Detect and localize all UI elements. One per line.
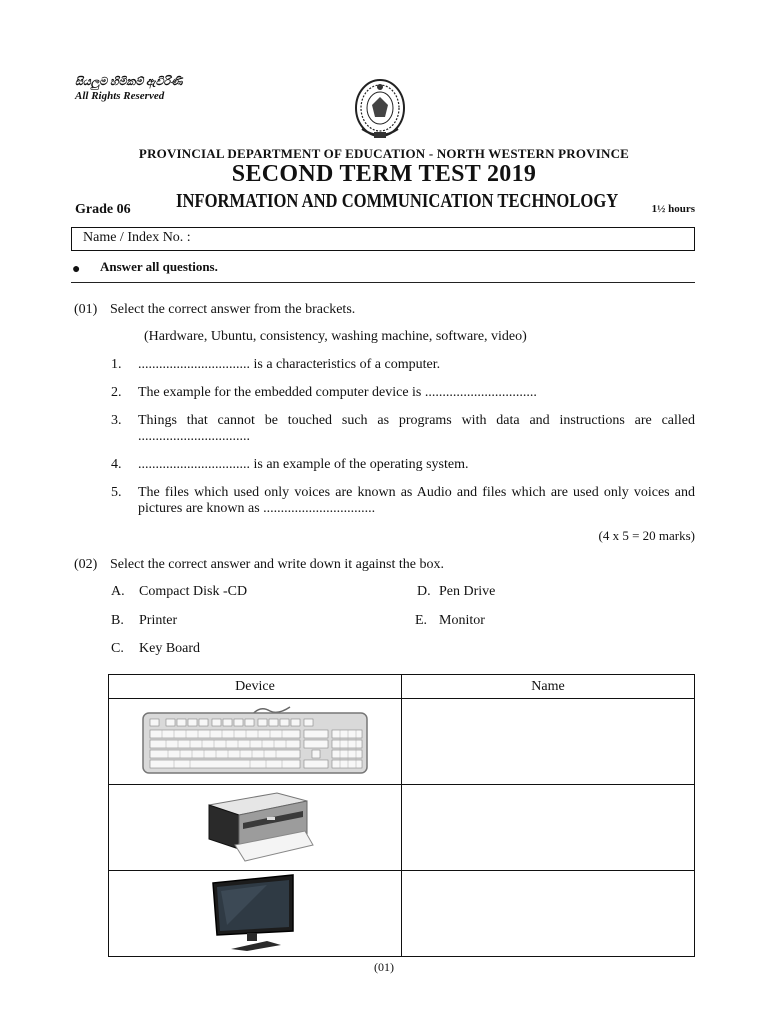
department-heading: PROVINCIAL DEPARTMENT OF EDUCATION - NORTH WESTERN PROVINCE bbox=[138, 146, 630, 161]
question-1-prompt: Select the correct answer from the brackets. bbox=[110, 302, 356, 317]
item-number: 5. bbox=[111, 485, 122, 500]
page-number: (01) bbox=[374, 960, 394, 974]
name-column-header: Name bbox=[402, 675, 695, 699]
table-header-row bbox=[109, 675, 695, 699]
choice-b bbox=[111, 613, 177, 629]
item-number: 2. bbox=[111, 385, 122, 400]
choice-a bbox=[111, 584, 247, 600]
choice-label: Monitor bbox=[439, 613, 485, 628]
item-text: The files which used only voices are known as Audio and files which are used only voices and pictures are known as ................................ bbox=[138, 485, 695, 516]
item-number: 4. bbox=[111, 457, 122, 472]
choice-key: E. bbox=[415, 613, 428, 628]
name-answer-cell[interactable] bbox=[402, 785, 695, 871]
choice-e bbox=[415, 613, 485, 629]
subject-title: INFORMATION AND COMMUNICATION TECHNOLOGY bbox=[176, 190, 619, 212]
question-2-number: (02) bbox=[74, 557, 98, 572]
divider bbox=[71, 282, 695, 283]
name-answer-cell[interactable] bbox=[402, 699, 695, 785]
question-2-prompt: Select the correct answer and write down it against the box. bbox=[110, 557, 444, 572]
choice-key: B. bbox=[111, 613, 124, 628]
table-row bbox=[109, 871, 695, 957]
bullet-icon: ● bbox=[72, 262, 81, 277]
keyboard-image bbox=[140, 703, 370, 775]
choice-key: A. bbox=[111, 584, 125, 599]
copyright-sinhala: සියලුම හිමිකම් ඇවිරිණි bbox=[75, 76, 183, 88]
name-answer-cell[interactable] bbox=[402, 871, 695, 957]
table-row bbox=[109, 699, 695, 785]
choice-key: C. bbox=[111, 641, 124, 656]
item-number: 3. bbox=[111, 413, 122, 428]
copyright-english: All Rights Reserved bbox=[75, 90, 165, 102]
device-cell bbox=[109, 785, 402, 871]
choice-label: Compact Disk -CD bbox=[139, 584, 248, 599]
government-emblem bbox=[352, 77, 408, 143]
item-text: ................................ is an example of the operating system. bbox=[138, 457, 469, 472]
item-text: The example for the embedded computer device is ................................ bbox=[138, 385, 537, 400]
duration-label: 1½ hours bbox=[651, 203, 695, 215]
copyright-notice bbox=[75, 75, 182, 103]
printer-image bbox=[195, 787, 315, 863]
choice-label: Pen Drive bbox=[439, 584, 496, 599]
choice-d bbox=[417, 584, 495, 600]
monitor-image bbox=[207, 871, 303, 951]
device-table bbox=[108, 674, 695, 957]
choice-c bbox=[111, 641, 200, 657]
item-text: ................................ is a characteristics of a computer. bbox=[138, 357, 441, 372]
table-row bbox=[109, 785, 695, 871]
device-column-header: Device bbox=[109, 675, 402, 699]
test-title: SECOND TERM TEST 2019 bbox=[231, 161, 537, 187]
device-cell bbox=[109, 699, 402, 785]
choice-label: Key Board bbox=[139, 641, 201, 656]
marks-allocation: (4 x 5 = 20 marks) bbox=[598, 528, 695, 543]
grade-label: Grade 06 bbox=[75, 202, 131, 217]
instruction-text: Answer all questions. bbox=[100, 259, 218, 274]
name-index-field[interactable] bbox=[71, 227, 695, 251]
choice-label: Printer bbox=[139, 613, 178, 628]
item-number: 1. bbox=[111, 357, 122, 372]
question-1-options: (Hardware, Ubuntu, consistency, washing machine, software, video) bbox=[144, 329, 527, 344]
choice-key: D. bbox=[417, 584, 431, 599]
item-text: Things that cannot be touched such as programs with data and instructions are called ................................ bbox=[138, 413, 695, 444]
device-cell bbox=[109, 871, 402, 957]
name-index-label: Name / Index No. : bbox=[83, 230, 191, 245]
question-1-number: (01) bbox=[74, 302, 98, 317]
